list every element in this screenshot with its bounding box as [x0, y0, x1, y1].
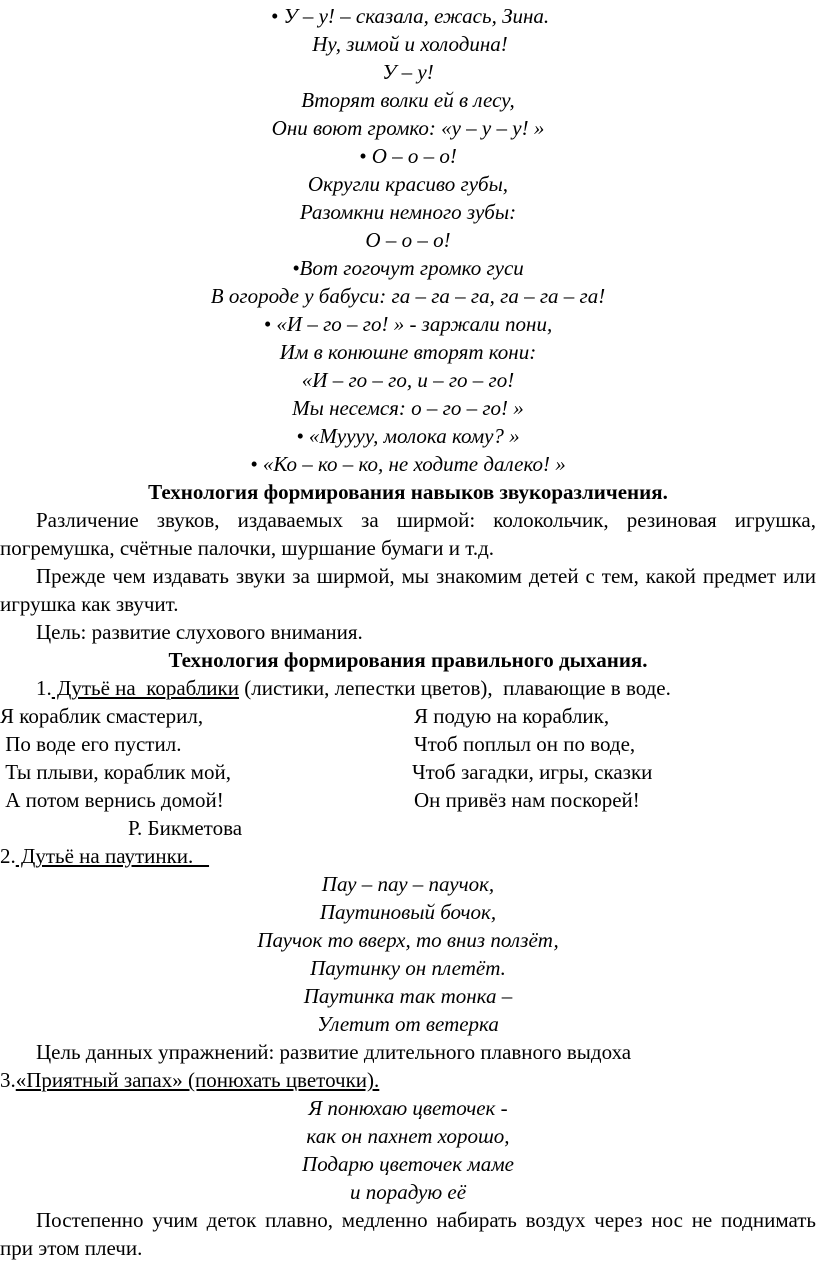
- poem-line-right: Чтоб загадки, игры, сказки: [412, 760, 653, 784]
- poem-author: Р. Бикметова: [128, 816, 243, 840]
- poem-sounds: [0, 0, 816, 478]
- paragraph: Постепенно учим деток плавно, медленно набирать воздух через нос не поднимать при этом плечи.: [0, 1208, 816, 1260]
- poem-line: Паутиновый бочок,: [319, 900, 497, 924]
- poem-line: Мы несемся: о – го – го! »: [292, 396, 524, 420]
- poem-line-right: Чтоб поплыл он по воде,: [414, 732, 636, 756]
- poem-flower: [0, 1094, 816, 1206]
- poem-line: Разомкни немного зубы:: [299, 200, 517, 224]
- poem-line: • «Муууу, молока кому? »: [296, 424, 520, 448]
- paragraph: Прежде чем издавать звуки за ширмой, мы знакомим детей с тем, какой предмет или игрушка как звучит.: [0, 564, 816, 616]
- item-number: 2.: [0, 844, 16, 868]
- poem-line: Им в конюшне вторят кони:: [279, 340, 537, 364]
- paragraph: Цель данных упражнений: развитие длительного плавного выдоха: [36, 1040, 632, 1064]
- poem-line: «И – го – го, и – го – го!: [301, 368, 515, 392]
- poem-line: как он пахнет хорошо,: [306, 1124, 510, 1148]
- poem-line: Улетит от ветерка: [317, 1012, 499, 1036]
- poem-line: Вторят волки ей в лесу,: [301, 88, 515, 112]
- poem-line: Они воют громко: «у – у – у! »: [271, 116, 545, 140]
- poem-line-right: Я подую на кораблик,: [414, 704, 610, 728]
- poem-line: Паутинку он плетёт.: [310, 956, 506, 980]
- poem-line: Паучок то вверх, то вниз ползёт,: [257, 928, 559, 952]
- poem-line: Округли красиво губы,: [307, 172, 509, 196]
- poem-spider: [0, 870, 816, 1038]
- item-number: 3.: [0, 1068, 16, 1092]
- poem-line-left: По воде его пустил.: [0, 732, 182, 756]
- poem-line: В огороде у бабуси: га – га – га, га – га – га!: [210, 284, 606, 308]
- poem-line-left: Ты плыви, кораблик мой,: [0, 760, 231, 784]
- poem-line-right: Он привёз нам поскорей!: [414, 788, 640, 812]
- poem-row: [0, 730, 816, 758]
- poem-line: Ну, зимой и холодина!: [312, 32, 508, 56]
- poem-line: • «И – го – го! » - заржали пони,: [263, 312, 553, 336]
- poem-line-left: А потом вернись домой!: [0, 788, 224, 812]
- poem-row: [0, 702, 816, 730]
- paragraph: Цель: развитие слухового внимания.: [36, 620, 363, 644]
- poem-line-left: Я кораблик смастерил,: [0, 704, 204, 728]
- section-heading-breathing: Технология формирования правильного дыхания.: [168, 648, 648, 672]
- poem-line: • О – о – о!: [359, 144, 457, 168]
- poem-line: •Вот гогочут громко гуси: [292, 256, 524, 280]
- item-title: «Приятный запах» (понюхать цветочки).: [15, 1068, 380, 1092]
- poem-line: У – у!: [382, 60, 434, 84]
- item-title: Дутьё на паутинки.: [15, 844, 210, 868]
- poem-line: и порадую её: [349, 1180, 467, 1204]
- exercise-item-3: [0, 1066, 816, 1094]
- item-title: Дутьё на кораблики: [51, 676, 239, 700]
- item-description: (листики, лепестки цветов), плавающие в воде.: [239, 676, 671, 700]
- exercise-item-1: [0, 674, 816, 702]
- item-number: 1.: [36, 676, 52, 700]
- exercise-item-2: [0, 842, 816, 870]
- section-heading-sound-discrimination: Технология формирования навыков звукоразличения.: [148, 480, 668, 504]
- poem-line: Я понюхаю цветочек -: [308, 1096, 508, 1120]
- poem-boat: [0, 702, 816, 842]
- poem-line: • «Ко – ко – ко, не ходите далеко! »: [250, 452, 566, 476]
- poem-line: О – о – о!: [365, 228, 451, 252]
- poem-line: • У – у! – сказала, ежась, Зина.: [270, 4, 550, 28]
- poem-line: Паутинка так тонка –: [303, 984, 513, 1008]
- poem-line: Подарю цветочек маме: [302, 1152, 514, 1176]
- poem-line: Пау – пау – паучок,: [321, 872, 495, 896]
- poem-row: [0, 786, 816, 814]
- paragraph: Различение звуков, издаваемых за ширмой: колокольчик, резиновая игрушка, погремушка, счётные палочки, шуршание бумаги и т.д.: [0, 508, 816, 560]
- poem-row: [0, 758, 816, 786]
